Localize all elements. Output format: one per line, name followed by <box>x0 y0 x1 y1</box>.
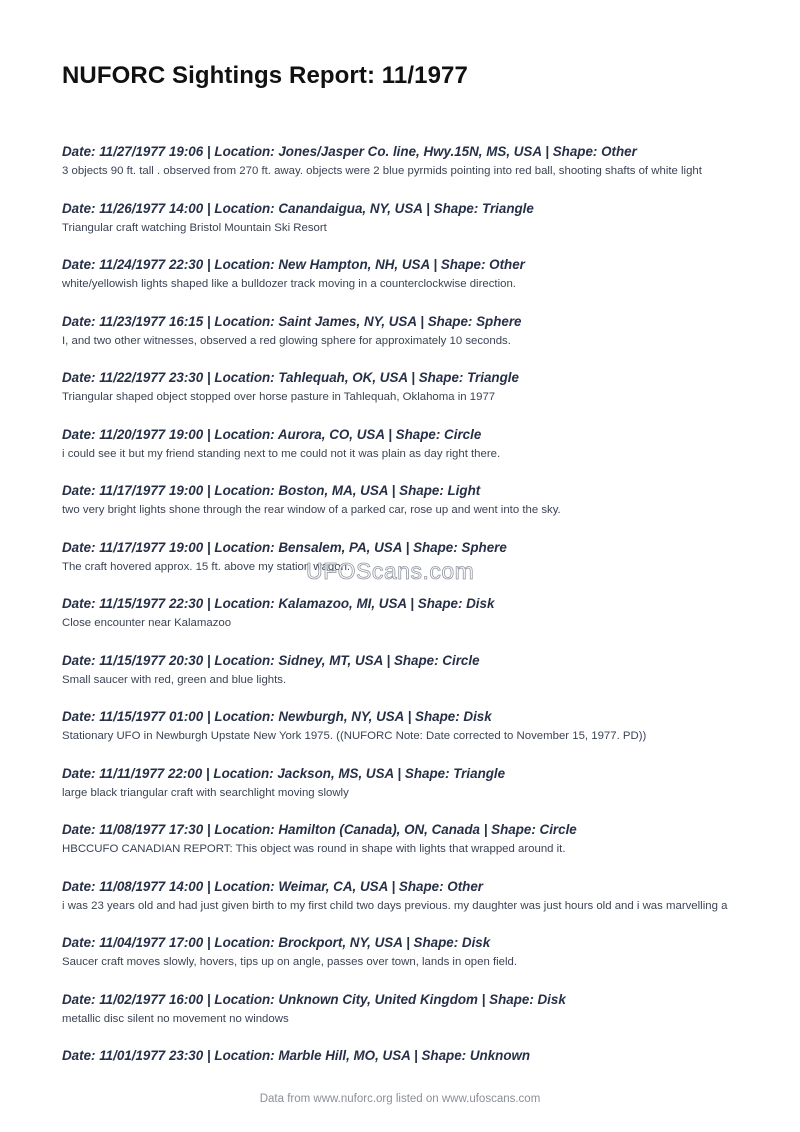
entry-description: Small saucer with red, green and blue lights. <box>62 673 287 686</box>
list-item <box>62 708 752 745</box>
list-item <box>62 765 752 802</box>
entry-heading: Date: 11/24/1977 22:30 | Location: New Hampton, NH, USA | Shape: Other <box>62 257 525 272</box>
entry-description: large black triangular craft with searchlight moving slowly <box>62 786 349 799</box>
entry-heading: Date: 11/08/1977 14:00 | Location: Weimar, CA, USA | Shape: Other <box>62 878 484 894</box>
list-item <box>62 143 752 180</box>
entry-heading: Date: 11/11/1977 22:00 | Location: Jackson, MS, USA | Shape: Triangle <box>62 765 506 781</box>
entry-heading: Date: 11/23/1977 16:15 | Location: Saint James, NY, USA | Shape: Sphere <box>62 313 522 329</box>
entry-description: The craft hovered approx. 15 ft. above my station wagon. <box>62 560 351 573</box>
list-item <box>62 200 752 237</box>
entry-description: Saucer craft moves slowly, hovers, tips up on angle, passes over town, lands in open field. <box>62 956 518 968</box>
entry-heading: Date: 11/17/1977 19:00 | Location: Bensalem, PA, USA | Shape: Sphere <box>62 539 507 555</box>
entry-description: white/yellowish lights shaped like a bulldozer track moving in a counterclockwise direction. <box>62 278 516 290</box>
entry-heading: Date: 11/08/1977 17:30 | Location: Hamilton (Canada), ON, Canada | Shape: Circle <box>62 822 577 837</box>
list-item <box>62 1047 752 1064</box>
list-item <box>62 426 752 463</box>
list-item <box>62 482 752 519</box>
page-title: NUFORC Sightings Report: 11/1977 <box>62 62 468 89</box>
entry-description: Close encounter near Kalamazoo <box>62 617 232 629</box>
list-item <box>62 369 752 406</box>
entry-heading: Date: 11/20/1977 19:00 | Location: Aurora, CO, USA | Shape: Circle <box>62 426 482 442</box>
list-item <box>62 595 752 632</box>
entry-description: Triangular shaped object stopped over horse pasture in Tahlequah, Oklahoma in 1977 <box>62 391 496 403</box>
entry-heading: Date: 11/26/1977 14:00 | Location: Canandaigua, NY, USA | Shape: Triangle <box>62 200 534 216</box>
list-item <box>62 991 752 1028</box>
entry-heading: Date: 11/15/1977 22:30 | Location: Kalamazoo, MI, USA | Shape: Disk <box>62 596 495 611</box>
entry-heading: Date: 11/15/1977 01:00 | Location: Newburgh, NY, USA | Shape: Disk <box>62 709 492 724</box>
list-item <box>62 652 752 689</box>
entry-description: i could see it but my friend standing next to me could not it was plain as day right there. <box>62 447 501 460</box>
entry-description: 3 objects 90 ft. tall . observed from 270 ft. away. objects were 2 blue pyrmids pointing into red ball, shooting shafts of white light <box>62 165 702 177</box>
entry-description: Triangular craft watching Bristol Mountain Ski Resort <box>62 221 327 234</box>
entry-description: i was 23 years old and had just given birth to my first child two days previous. my daughter was just hours old and i was marvelling a <box>62 899 728 912</box>
entry-description: metallic disc silent no movement no windows <box>62 1012 289 1025</box>
sightings-list <box>62 143 752 1084</box>
entry-heading: Date: 11/15/1977 20:30 | Location: Sidney, MT, USA | Shape: Circle <box>62 652 480 668</box>
list-item <box>62 313 752 350</box>
entry-heading: Date: 11/22/1977 23:30 | Location: Tahlequah, OK, USA | Shape: Triangle <box>62 370 519 385</box>
list-item <box>62 878 752 915</box>
entry-heading: Date: 11/27/1977 19:06 | Location: Jones/Jasper Co. line, Hwy.15N, MS, USA | Shape: Other <box>62 144 637 159</box>
entry-description: HBCCUFO CANADIAN REPORT: This object was round in shape with lights that wrapped around it. <box>62 843 566 855</box>
page-footer: Data from www.nuforc.org listed on www.ufoscans.com <box>259 1093 541 1105</box>
entry-description: two very bright lights shone through the rear window of a parked car, rose up and went into the sky. <box>62 504 561 516</box>
entry-heading: Date: 11/01/1977 23:30 | Location: Marble Hill, MO, USA | Shape: Unknown <box>62 1048 531 1063</box>
entry-heading: Date: 11/04/1977 17:00 | Location: Brockport, NY, USA | Shape: Disk <box>62 935 491 950</box>
entry-heading: Date: 11/02/1977 16:00 | Location: Unknown City, United Kingdom | Shape: Disk <box>62 991 566 1007</box>
entry-description: Stationary UFO in Newburgh Upstate New York 1975. ((NUFORC Note: Date corrected to November 15, 1977. PD)) <box>62 730 647 742</box>
list-item <box>62 256 752 293</box>
entry-heading: Date: 11/17/1977 19:00 | Location: Boston, MA, USA | Shape: Light <box>62 483 481 498</box>
list-item <box>62 934 752 971</box>
watermark: UFOScans.com <box>306 558 475 584</box>
entry-description: I, and two other witnesses, observed a red glowing sphere for approximately 10 seconds. <box>62 334 511 347</box>
list-item <box>62 821 752 858</box>
